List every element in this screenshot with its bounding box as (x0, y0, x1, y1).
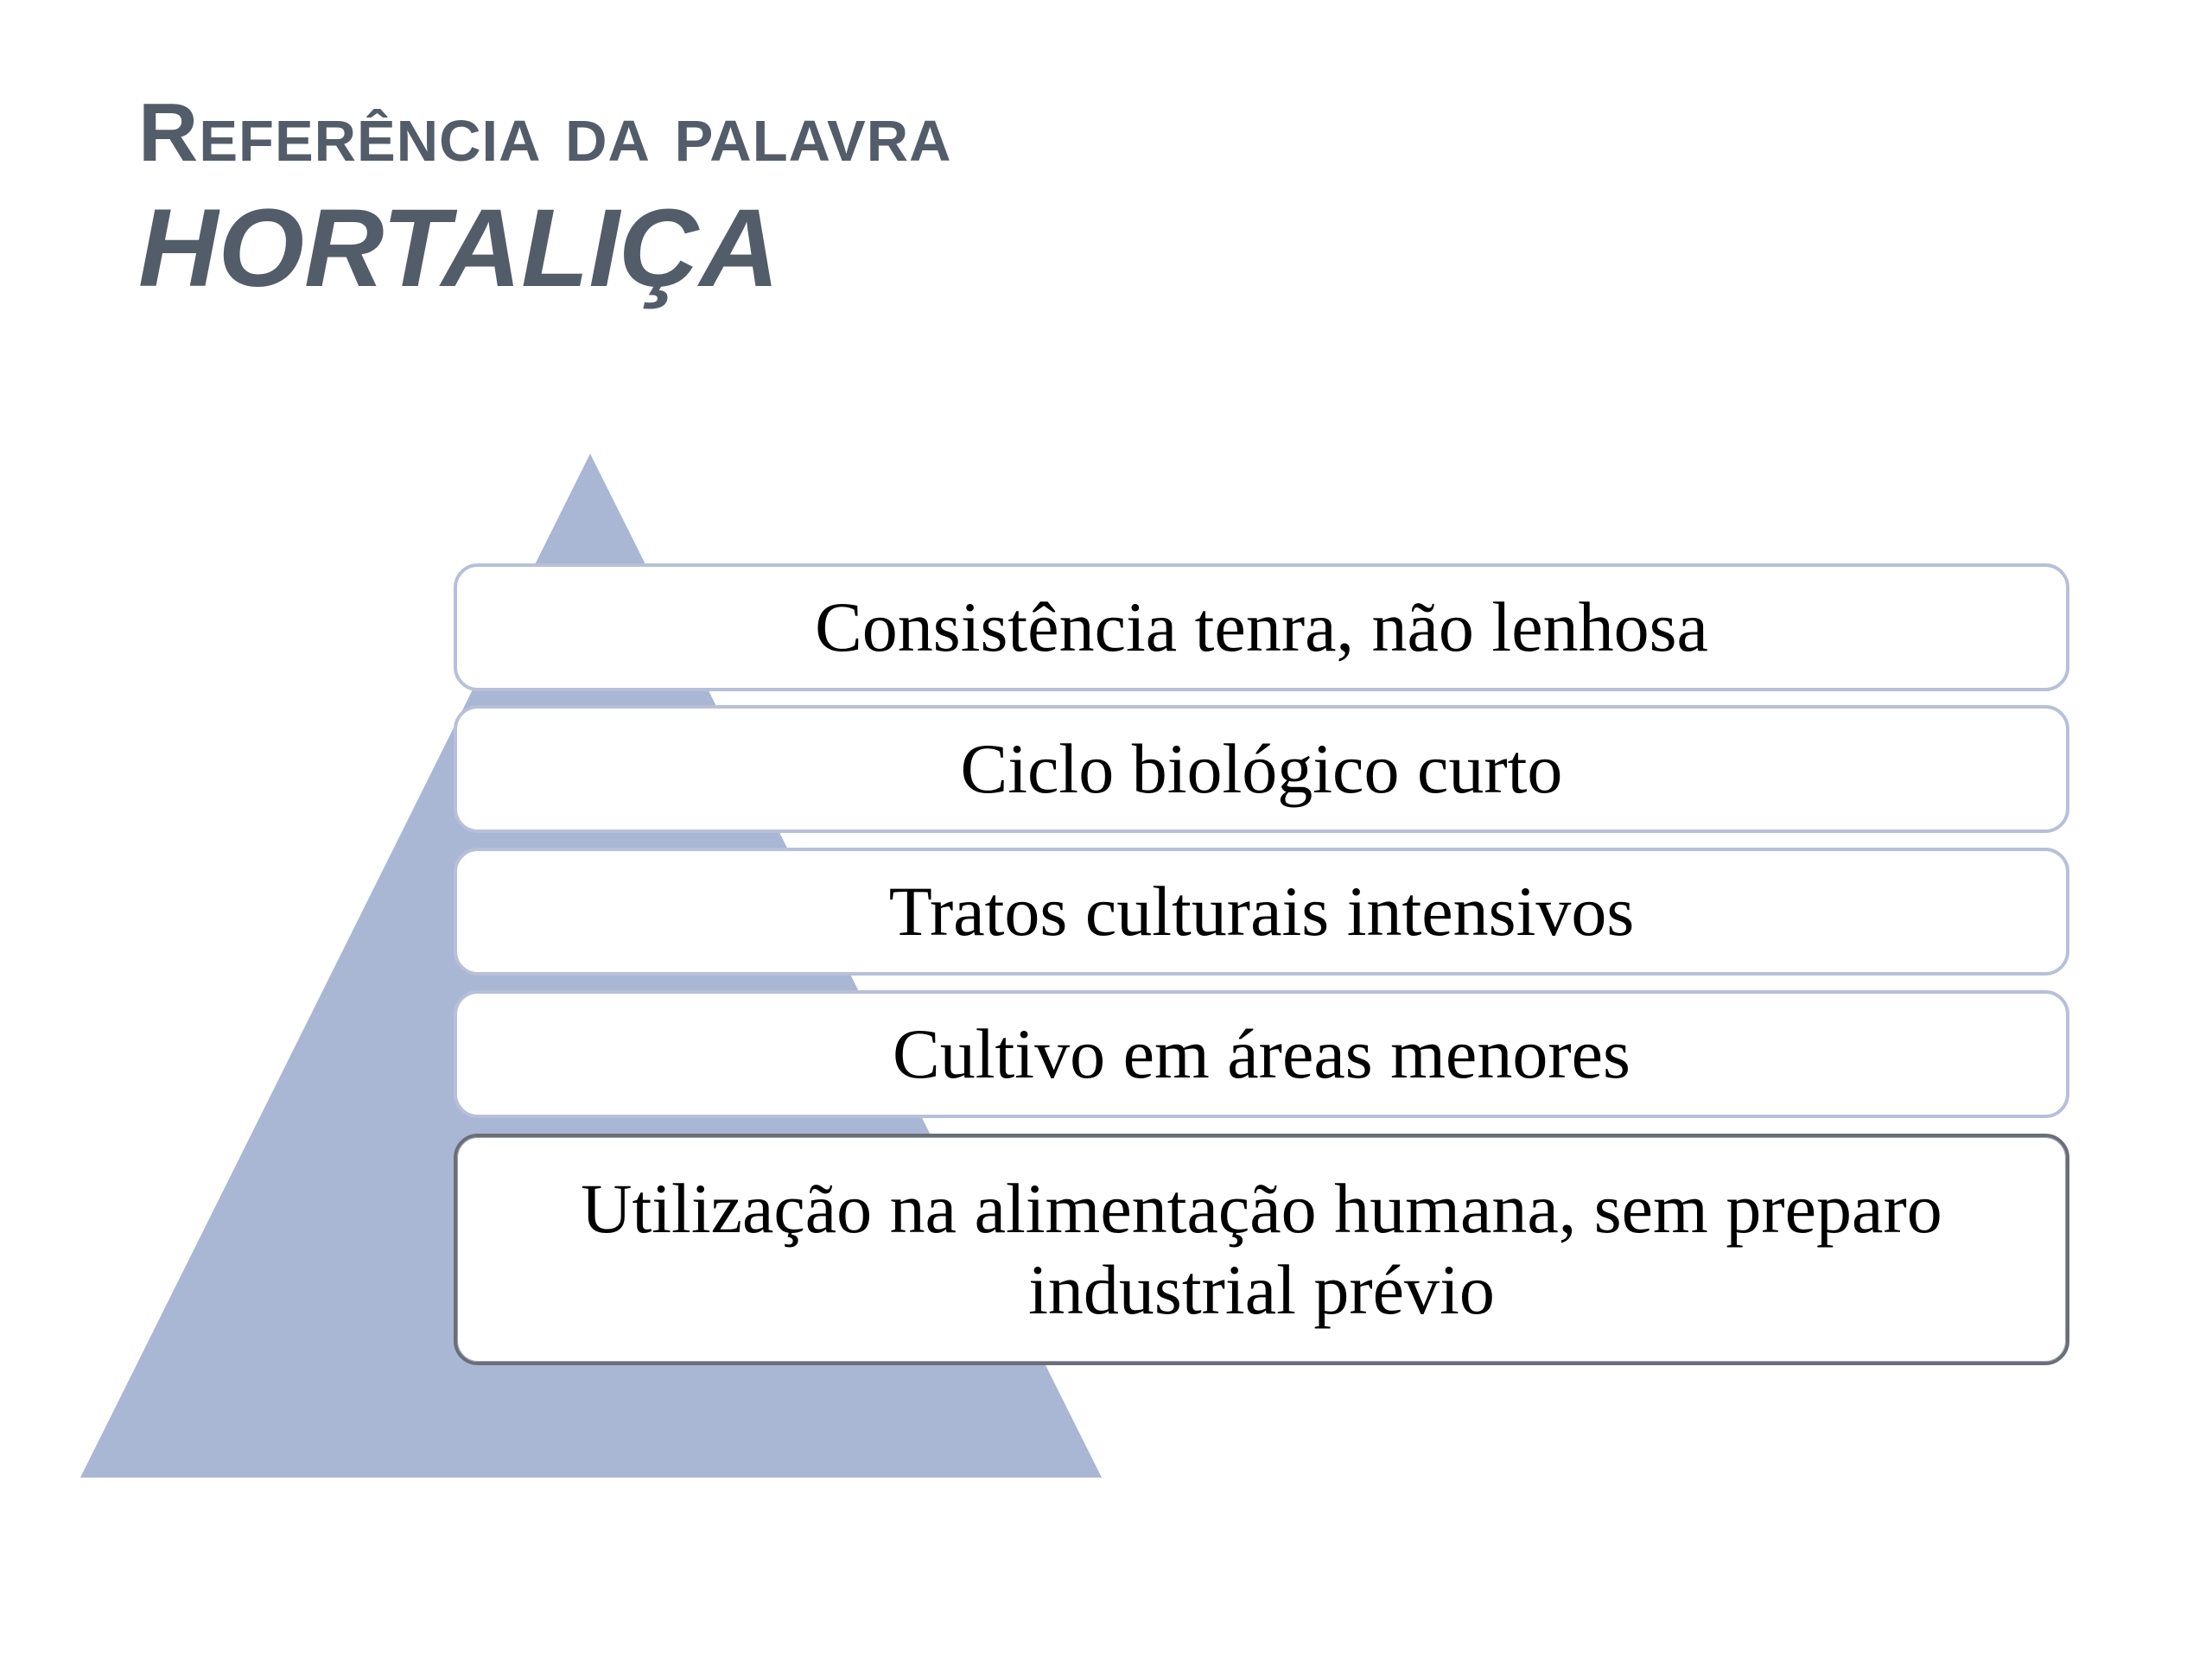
pyramid-item-4-label: Cultivo em áreas menores (893, 1014, 1630, 1093)
pyramid-item-2-label: Ciclo biológico curto (960, 729, 1563, 808)
pyramid-item-4 (454, 990, 2069, 1118)
pyramid-item-3-label: Tratos culturais intensivos (888, 872, 1635, 950)
pyramid-item-3 (454, 848, 2069, 976)
pyramid-item-5 (454, 1134, 2069, 1365)
pyramid-item-5-label: Utilização na alimentação humana, sem preparo industrial prévio (581, 1169, 1942, 1329)
pyramid-item-1-label: Consistência tenra, não lenhosa (815, 588, 1708, 666)
title-line-2: HORTALIÇA (138, 187, 779, 310)
pyramid-item-2 (454, 705, 2069, 833)
pyramid-item-1 (454, 563, 2069, 691)
title-line-1: Referência da palavra (138, 86, 952, 179)
